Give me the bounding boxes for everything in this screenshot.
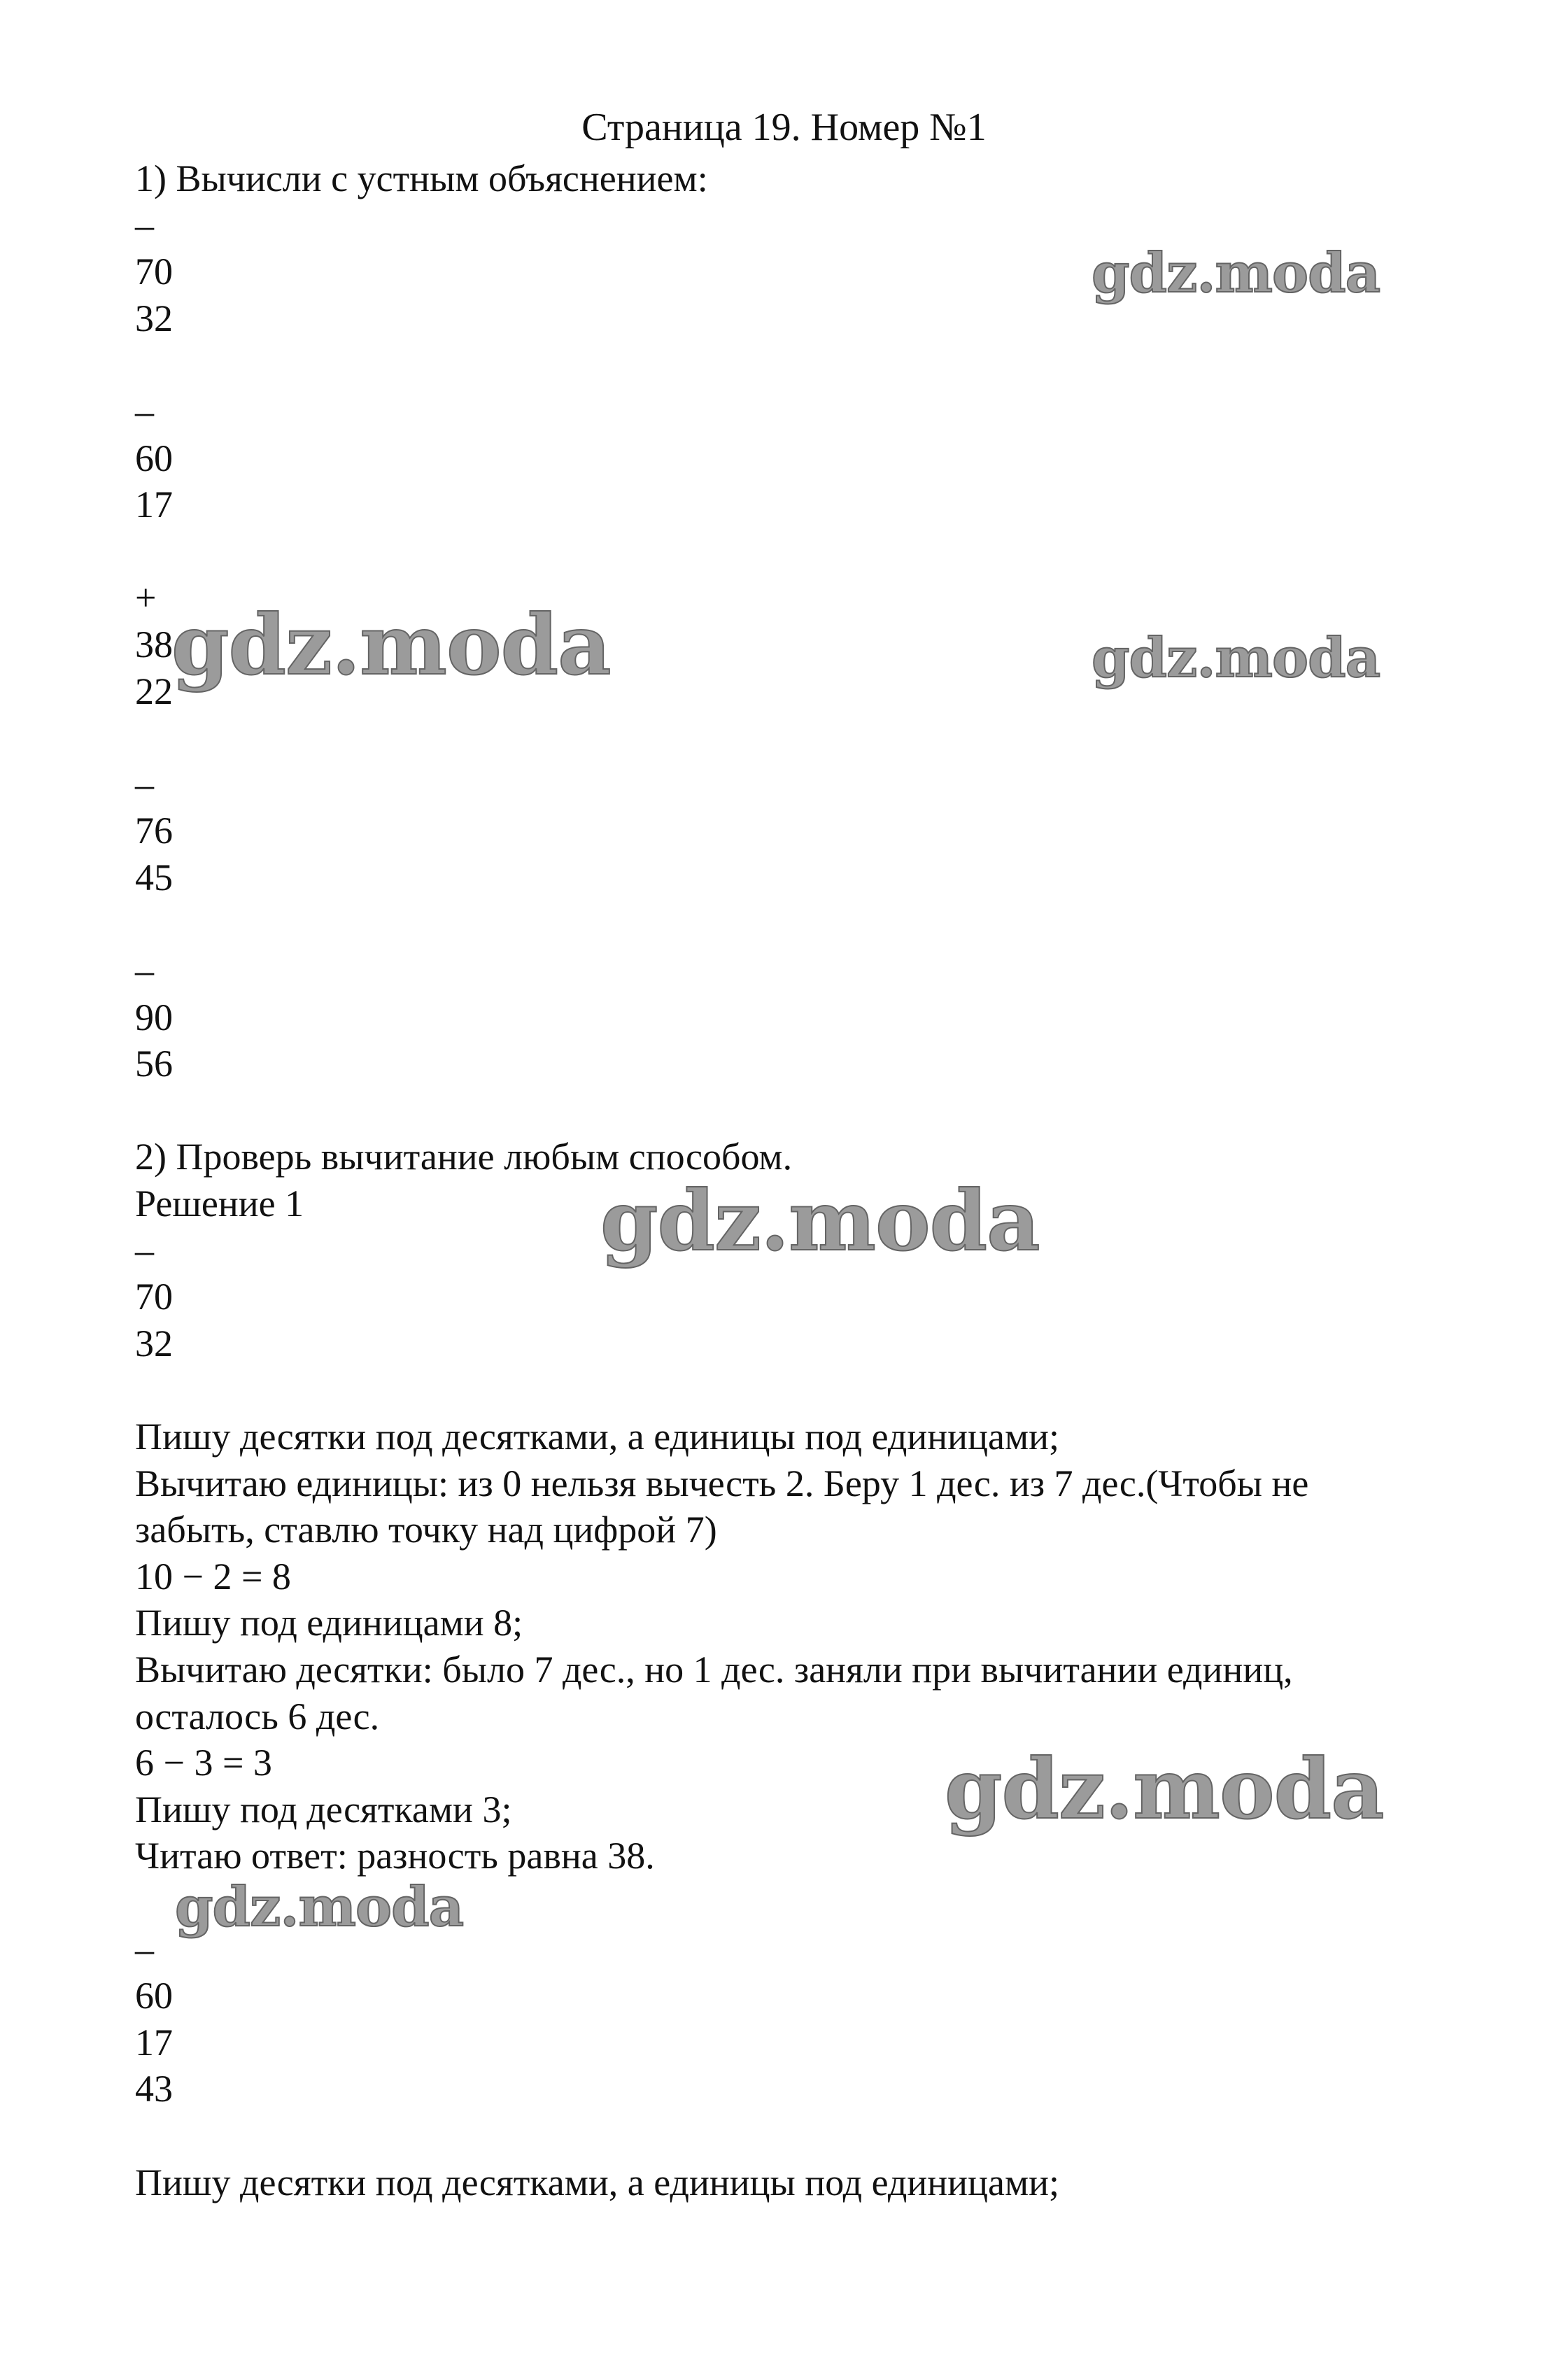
- text-line: Пишу под десятками 3;: [135, 1788, 512, 1831]
- blank-line: [135, 528, 1464, 575]
- text-line: 17: [135, 484, 173, 526]
- blank-line: [135, 1087, 1464, 1134]
- blank-line: [135, 2112, 1464, 2159]
- text-line: 22: [135, 670, 173, 712]
- text-line: 6 − 3 = 3: [135, 1742, 272, 1784]
- blank-line: [135, 341, 1464, 388]
- text-line: 90: [135, 996, 173, 1038]
- text-line: 38: [135, 623, 173, 665]
- blank-line: [135, 901, 1464, 948]
- watermark-logo: gdz.moda: [171, 596, 611, 693]
- text-line: –: [135, 204, 154, 246]
- text-line: 10 − 2 = 8: [135, 1555, 291, 1597]
- watermark-logo: gdz.moda: [175, 1875, 464, 1939]
- text-line: забыть, ставлю точку над цифрой 7): [135, 1509, 717, 1551]
- text-line: +: [135, 577, 157, 619]
- page-title: Страница 19. Номер №1: [581, 106, 987, 149]
- text-line: 45: [135, 856, 173, 898]
- text-line: 17: [135, 2021, 173, 2064]
- watermark-logo: gdz.moda: [945, 1740, 1384, 1838]
- text-line: осталось 6 дес.: [135, 1695, 380, 1737]
- text-line: 60: [135, 1975, 173, 2017]
- text-line: 60: [135, 437, 173, 479]
- text-line: Читаю ответ: разность равна 38.: [135, 1835, 655, 1877]
- text-line: Вычитаю десятки: было 7 дес., но 1 дес. заняли при вычитании единиц,: [135, 1649, 1293, 1691]
- text-line: 32: [135, 1322, 173, 1364]
- blank-line: [135, 714, 1464, 761]
- text-line: –: [135, 950, 154, 992]
- text-line: 76: [135, 810, 173, 852]
- watermark-logo: gdz.moda: [600, 1172, 1040, 1269]
- text-line: –: [135, 1928, 154, 1970]
- text-line: 43: [135, 2068, 173, 2110]
- text-line: Пишу десятки под десятками, а единицы под единицами;: [135, 2161, 1060, 2203]
- text-line: –: [135, 1229, 154, 1271]
- text-line: 70: [135, 1276, 173, 1318]
- text-line: 56: [135, 1043, 173, 1085]
- watermark-logo: gdz.moda: [1092, 626, 1380, 690]
- watermark-logo: gdz.moda: [1092, 241, 1380, 305]
- text-line: Вычитаю единицы: из 0 нельзя вычесть 2. Беру 1 дес. из 7 дес.(Чтобы не: [135, 1462, 1309, 1504]
- blank-line: [135, 1367, 1464, 1413]
- text-line: –: [135, 763, 154, 805]
- text-line: Пишу десятки под десятками, а единицы под единицами;: [135, 1416, 1060, 1458]
- text-line: Решение 1: [135, 1183, 304, 1225]
- text-line: 70: [135, 251, 173, 293]
- text-line: –: [135, 390, 154, 432]
- text-line: 2) Проверь вычитание любым способом.: [135, 1136, 793, 1178]
- text-line: Пишу под единицами 8;: [135, 1602, 523, 1644]
- text-line: 1) Вычисли с устным объяснением:: [135, 157, 708, 199]
- text-line: 32: [135, 297, 173, 339]
